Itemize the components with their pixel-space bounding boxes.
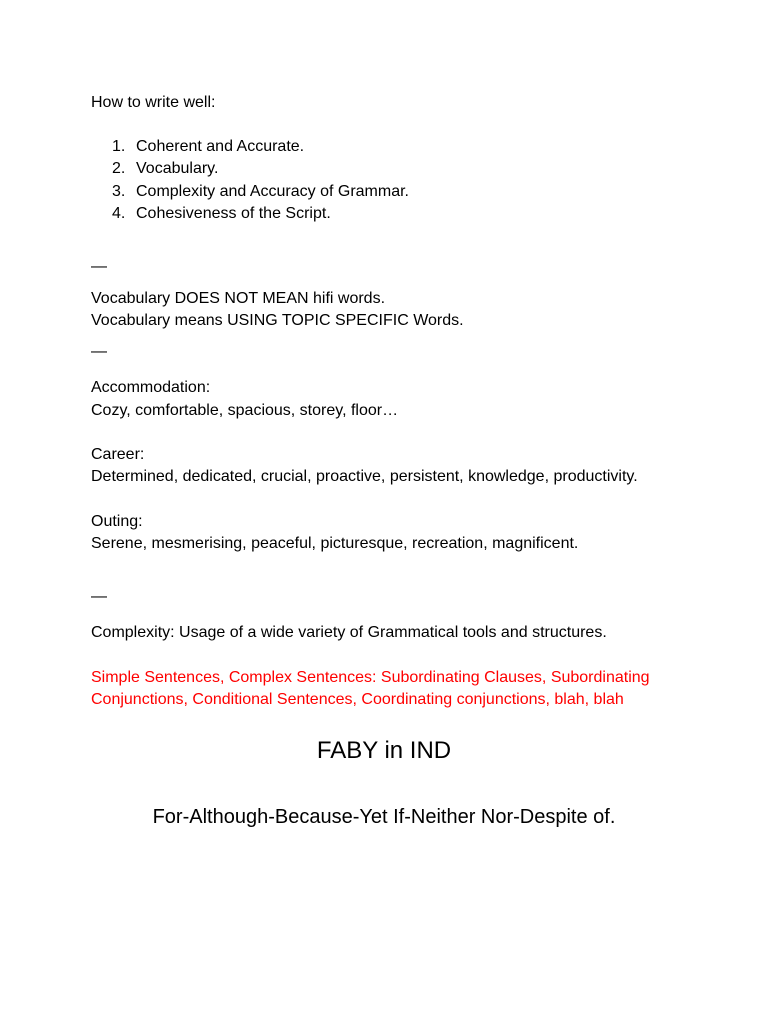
list-item bbox=[112, 203, 331, 225]
topic-title-accommodation: Accommodation: bbox=[91, 379, 211, 396]
list-item bbox=[112, 181, 409, 203]
list-item bbox=[112, 158, 218, 180]
red-text-line-2: Conjunctions, Conditional Sentences, Coordinating conjunctions, blah, blah bbox=[91, 691, 624, 708]
topic-title-career: Career: bbox=[91, 446, 145, 463]
conjunctions-line: For-Although-Because-Yet If-Neither Nor-Despite of. bbox=[152, 806, 616, 828]
separator-2: — bbox=[91, 343, 107, 360]
vocab-line-1: Vocabulary DOES NOT MEAN hifi words. bbox=[91, 290, 386, 307]
topic-words-career: Determined, dedicated, crucial, proactive, persistent, knowledge, productivity. bbox=[91, 468, 638, 485]
separator-1: — bbox=[91, 258, 107, 275]
list-text: Vocabulary. bbox=[136, 160, 219, 177]
red-text-line-1: Simple Sentences, Complex Sentences: Subordinating Clauses, Subordinating bbox=[91, 669, 650, 686]
list-number: 3. bbox=[112, 183, 126, 200]
list-item bbox=[112, 136, 304, 158]
list-text: Coherent and Accurate. bbox=[136, 138, 305, 155]
list-number: 1. bbox=[112, 138, 126, 155]
complexity-line: Complexity: Usage of a wide variety of Grammatical tools and structures. bbox=[91, 624, 607, 641]
topic-title-outing: Outing: bbox=[91, 513, 143, 530]
vocab-line-2: Vocabulary means USING TOPIC SPECIFIC Words. bbox=[91, 312, 464, 329]
topic-words-accommodation: Cozy, comfortable, spacious, storey, floor… bbox=[91, 402, 399, 419]
list-text: Cohesiveness of the Script. bbox=[136, 205, 331, 222]
list-text: Complexity and Accuracy of Grammar. bbox=[136, 183, 409, 200]
list-number: 2. bbox=[112, 160, 126, 177]
list-number: 4. bbox=[112, 205, 126, 222]
faby-heading: FABY in IND bbox=[316, 737, 452, 764]
heading: How to write well: bbox=[91, 94, 216, 111]
separator-3: — bbox=[91, 588, 107, 605]
topic-words-outing: Serene, mesmerising, peaceful, picturesque, recreation, magnificent. bbox=[91, 535, 579, 552]
